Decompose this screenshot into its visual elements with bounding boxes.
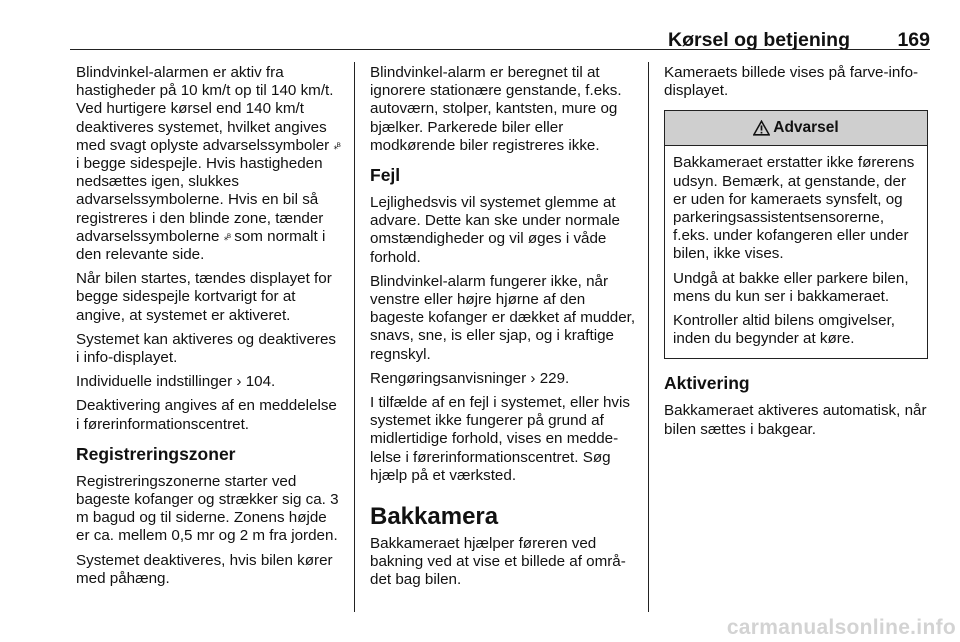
paragraph-automatic-activation: Bakkameraet aktiveres automatisk, når bilen sættes i bakgear. bbox=[664, 402, 927, 438]
page-reference-arrow-icon: › bbox=[530, 369, 536, 387]
heading-aktivering: Aktivering bbox=[664, 373, 750, 394]
paragraph-rear-camera-intro: Bakkameraet hjælper føreren ved bakning ved at vise et billede af området bag bilen. bbox=[370, 535, 626, 589]
column-divider-1 bbox=[354, 62, 355, 612]
page-reference-link[interactable]: 104. bbox=[245, 373, 276, 391]
warning-paragraph-1: Bakkameraet erstatter ikke førerens udsyn. Bemærk, at genstande, der er uden for kameraets synsfelt, og parkeringsassistentsensorerne, f.eks. under kofangeren eller under bilen, ikke vises. bbox=[673, 154, 915, 263]
warning-title: Advarsel bbox=[773, 119, 839, 137]
paragraph-individual-settings: Individuelle indstillinger › 104. bbox=[76, 373, 276, 391]
page-reference-arrow-icon: › bbox=[236, 373, 242, 391]
warning-body bbox=[665, 146, 927, 358]
warning-paragraph-2: Undgå at bakke eller parkere bilen, mens du kun ser i bakkameraet. bbox=[673, 269, 909, 305]
page-header bbox=[70, 20, 930, 54]
paragraph-missed-warnings: Lejlighedsvis vil systemet glemme at advare. Dette kan ske under normale omstændigheder og vil øges i våde forhold. bbox=[370, 194, 620, 266]
paragraph-cleaning-reference: Rengøringsanvisninger › 229. bbox=[370, 369, 570, 387]
warning-header bbox=[665, 111, 927, 146]
paragraph-deactivation-message: Deaktivering angives af en meddelelse i førerinformationscentret. bbox=[76, 397, 337, 433]
paragraph-stationary-objects: Blindvinkel-alarm er beregnet til at ignorere stationære genstande, f.eks. autoværn, stolper, kantsten, mure og bjælker. Parkerede biler eller modkørende biler registreres ikke. bbox=[370, 64, 622, 154]
heading-fejl: Fejl bbox=[370, 165, 401, 186]
column-1 bbox=[76, 64, 342, 594]
paragraph-detection-zones: Registreringszonerne starter ved bageste kofanger og strækker sig ca. 3 m bagud og til siderne. Zonens højde er ca. mellem 0,5 mr og 2 m fra jorden. bbox=[76, 472, 339, 545]
warning-box bbox=[664, 110, 928, 359]
paragraph-startup-display: Når bilen startes, tændes displayet for begge sidespejle kortvarigt for at angive, at systemet er aktiveret. bbox=[76, 270, 332, 324]
paragraph-trailer-deactivation: Systemet deaktiveres, hvis bilen kører med påhæng. bbox=[76, 551, 333, 587]
warning-paragraph-3: Kontroller altid bilens omgivelser, inden du begynder at køre. bbox=[673, 312, 896, 348]
paragraph-bumper-covered: Blindvinkel-alarm fungerer ikke, når venstre eller højre hjørne af den bageste kofanger er dækket af mudder, snavs, sne, is eller sjap, og i kraftige regnskyl. bbox=[370, 272, 636, 363]
column-3 bbox=[664, 64, 928, 445]
page-number: 169 bbox=[897, 29, 930, 51]
heading-registreringszoner: Registreringszoner bbox=[76, 443, 236, 464]
paragraph-activation-info: Systemet kan aktiveres og deaktiveres i info-displayet. bbox=[76, 330, 336, 367]
page-reference-link[interactable]: 229. bbox=[539, 369, 570, 387]
heading-bakkamera: Bakkamera bbox=[370, 503, 499, 531]
blind-spot-symbol-icon: ⁎ᴮ bbox=[223, 231, 230, 242]
column-2 bbox=[370, 64, 636, 596]
paragraph-system-fault: I tilfælde af en fejl i systemet, eller hvis systemet ikke fungerer på grund af midlertidige forhold, vises en meddelelse i førerinformationscentret. Søg hjælp på et værksted. bbox=[370, 394, 630, 484]
paragraph-camera-display: Kameraets billede vises på farve-info-displayet. bbox=[664, 64, 919, 100]
page-title: Kørsel og betjening bbox=[667, 29, 850, 51]
warning-triangle-icon bbox=[753, 120, 770, 136]
header-divider bbox=[70, 49, 930, 50]
column-divider-2 bbox=[648, 62, 649, 612]
watermark: carmanualsonline.info bbox=[726, 616, 956, 639]
blind-spot-symbol-icon: ⁎ᴮ bbox=[333, 140, 340, 151]
paragraph-speed-range: Blindvinkel-alarmen er aktiv fra hastigheder på 10 km/t op til 140 km/t. Ved hurtigere kørsel end 140 km/t deaktiveres systemet, hvilket angives med svagt oplyste advarselssymboler ⁎ᴮ i begge sidespejle. Hvis hastigheden nedsættes igen, slukkes advarselssymbolerne. Hvis en bil så registreres i den blinde zone, tænder advarselssymbolerne ⁎ᴮ som normalt i den relevante side. bbox=[76, 64, 340, 264]
